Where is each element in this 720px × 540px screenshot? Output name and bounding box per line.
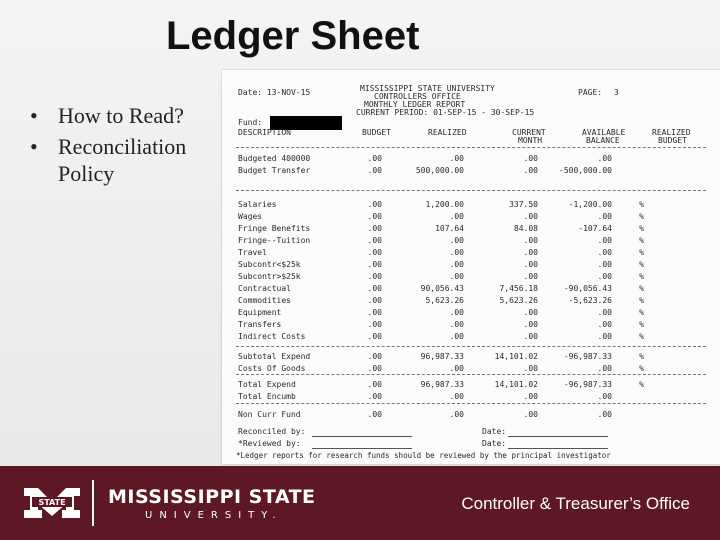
ledger-cell-desc: Commodities bbox=[238, 296, 291, 305]
ledger-cell-available: .00 bbox=[597, 260, 612, 269]
ledger-cell-budget: .00 bbox=[367, 284, 382, 293]
ledger-cell-desc: Subcontr<$25k bbox=[238, 260, 301, 269]
col-realized: REALIZED bbox=[428, 128, 467, 137]
ledger-cell-realized: .00 bbox=[449, 236, 464, 245]
logo-mark-text: STATE bbox=[38, 498, 66, 507]
ledger-cell-realized: .00 bbox=[449, 392, 464, 401]
col-current: CURRENT bbox=[512, 128, 546, 137]
ledger-fund-label: Fund: bbox=[238, 118, 263, 127]
ledger-cell-available: .00 bbox=[597, 154, 612, 163]
ledger-cell-desc: Equipment bbox=[238, 308, 282, 317]
ledger-cell-desc: Contractual bbox=[238, 284, 291, 293]
ledger-cell-pct: % bbox=[639, 352, 644, 361]
ledger-cell-current: .00 bbox=[523, 166, 538, 175]
ledger-cell-budget: .00 bbox=[367, 224, 382, 233]
ledger-cell-available: -5,623.26 bbox=[568, 296, 612, 305]
reviewed-by-line bbox=[312, 448, 412, 449]
reviewed-date-label: Date: bbox=[482, 439, 507, 448]
ledger-cell-desc: Fringe--Tuition bbox=[238, 236, 311, 245]
subtotal-rule bbox=[236, 346, 706, 347]
ledger-cell-current: 5,623.26 bbox=[499, 296, 538, 305]
ledger-cell-realized: 90,056.43 bbox=[420, 284, 464, 293]
ledger-cell-desc: Subtotal Expend bbox=[238, 352, 311, 361]
office-name: Controller & Treasurer’s Office bbox=[461, 494, 690, 513]
ledger-cell-current: 337.50 bbox=[509, 200, 538, 209]
header-rule bbox=[236, 147, 706, 148]
ledger-cell-available: .00 bbox=[597, 410, 612, 419]
ledger-cell-current: .00 bbox=[523, 364, 538, 373]
ledger-cell-current: .00 bbox=[523, 154, 538, 163]
ledger-cell-pct: % bbox=[639, 308, 644, 317]
ledger-cell-current: .00 bbox=[523, 410, 538, 419]
ledger-cell-desc: Total Encumb bbox=[238, 392, 296, 401]
reconciled-date-line bbox=[508, 436, 608, 437]
ledger-cell-desc: Travel bbox=[238, 248, 267, 257]
ledger-cell-current: 14,101.02 bbox=[494, 352, 538, 361]
ledger-cell-budget: .00 bbox=[367, 260, 382, 269]
ledger-cell-desc: Salaries bbox=[238, 200, 277, 209]
ledger-cell-budget: .00 bbox=[367, 248, 382, 257]
ledger-cell-budget: .00 bbox=[367, 410, 382, 419]
slide-title: Ledger Sheet bbox=[166, 14, 420, 58]
logo-divider bbox=[92, 480, 94, 526]
ledger-cell-available: .00 bbox=[597, 332, 612, 341]
ledger-cell-realized: .00 bbox=[449, 308, 464, 317]
ledger-cell-available: -500,000.00 bbox=[559, 166, 612, 175]
ledger-cell-desc: Fringe Benefits bbox=[238, 224, 311, 233]
ledger-cell-realized: 107.64 bbox=[435, 224, 464, 233]
ledger-cell-budget: .00 bbox=[367, 166, 382, 175]
ledger-cell-pct: % bbox=[639, 332, 644, 341]
ledger-cell-pct: % bbox=[639, 200, 644, 209]
ledger-cell-desc: Non Curr Fund bbox=[238, 410, 301, 419]
section-rule bbox=[236, 190, 706, 191]
ledger-cell-budget: .00 bbox=[367, 364, 382, 373]
ledger-report-name: MONTHLY LEDGER REPORT bbox=[364, 100, 466, 109]
ledger-cell-realized: .00 bbox=[449, 260, 464, 269]
ledger-cell-realized: 5,623.26 bbox=[425, 296, 464, 305]
ledger-cell-budget: .00 bbox=[367, 154, 382, 163]
bullet-mark: • bbox=[30, 134, 38, 159]
reviewed-by-label: *Reviewed by: bbox=[238, 439, 301, 448]
ledger-cell-current: .00 bbox=[523, 248, 538, 257]
reviewed-date-line bbox=[508, 448, 608, 449]
ledger-cell-current: .00 bbox=[523, 332, 538, 341]
ledger-cell-available: .00 bbox=[597, 272, 612, 281]
ledger-cell-available: .00 bbox=[597, 212, 612, 221]
ledger-cell-desc: Costs Of Goods bbox=[238, 364, 306, 373]
ledger-cell-desc: Subcontr>$25k bbox=[238, 272, 301, 281]
ledger-cell-desc: Total Expend bbox=[238, 380, 296, 389]
ledger-footnote: *Ledger reports for research funds should be reviewed by the principal investigator bbox=[236, 451, 611, 460]
ledger-cell-budget: .00 bbox=[367, 392, 382, 401]
ledger-cell-realized: .00 bbox=[449, 410, 464, 419]
ledger-cell-realized: 1,200.00 bbox=[425, 200, 464, 209]
ledger-university: MISSISSIPPI STATE UNIVERSITY bbox=[360, 84, 495, 93]
ledger-date: Date: 13-NOV-15 bbox=[238, 88, 311, 97]
ledger-cell-available: -107.64 bbox=[578, 224, 612, 233]
ledger-cell-available: .00 bbox=[597, 308, 612, 317]
reconciled-date-label: Date: bbox=[482, 427, 507, 436]
ledger-cell-available: .00 bbox=[597, 392, 612, 401]
ledger-cell-pct: % bbox=[639, 380, 644, 389]
ledger-cell-realized: .00 bbox=[449, 272, 464, 281]
ledger-cell-budget: .00 bbox=[367, 296, 382, 305]
ledger-cell-current: .00 bbox=[523, 212, 538, 221]
ledger-cell-current: .00 bbox=[523, 236, 538, 245]
bullet-list bbox=[30, 102, 220, 191]
bullet-item bbox=[30, 133, 220, 187]
bullet-mark: • bbox=[30, 103, 38, 128]
ledger-cell-realized: .00 bbox=[449, 332, 464, 341]
ledger-cell-available: -1,200.00 bbox=[568, 200, 612, 209]
ledger-cell-current: .00 bbox=[523, 308, 538, 317]
reconciled-by-line bbox=[312, 436, 412, 437]
noncurr-rule bbox=[236, 403, 706, 404]
ledger-cell-desc: Budgeted 400000 bbox=[238, 154, 311, 163]
ledger-cell-budget: .00 bbox=[367, 380, 382, 389]
col-budget: BUDGET bbox=[362, 128, 391, 137]
ledger-cell-current: .00 bbox=[523, 320, 538, 329]
ledger-cell-realized: .00 bbox=[449, 248, 464, 257]
footer-bar bbox=[0, 466, 720, 540]
ledger-report-image bbox=[222, 70, 720, 464]
ledger-cell-pct: % bbox=[639, 320, 644, 329]
ledger-cell-budget: .00 bbox=[367, 332, 382, 341]
col-available-sub: BALANCE bbox=[586, 136, 620, 145]
ledger-cell-desc: Wages bbox=[238, 212, 263, 221]
ledger-cell-budget: .00 bbox=[367, 200, 382, 209]
ledger-cell-budget: .00 bbox=[367, 308, 382, 317]
ledger-cell-available: .00 bbox=[597, 364, 612, 373]
ledger-cell-pct: % bbox=[639, 364, 644, 373]
bullet-item bbox=[30, 102, 220, 129]
col-description: DESCRIPTION bbox=[238, 128, 291, 137]
university-name: MISSISSIPPI STATE bbox=[108, 486, 316, 508]
ledger-cell-current: 7,456.18 bbox=[499, 284, 538, 293]
ledger-cell-current: .00 bbox=[523, 392, 538, 401]
total-rule bbox=[236, 374, 706, 375]
ledger-cell-available: -96,987.33 bbox=[563, 352, 612, 361]
ledger-cell-pct: % bbox=[639, 248, 644, 257]
ledger-cell-desc: Indirect Costs bbox=[238, 332, 306, 341]
ledger-cell-available: .00 bbox=[597, 248, 612, 257]
col-available: AVAILABLE bbox=[582, 128, 626, 137]
ledger-page-label: PAGE: bbox=[578, 88, 603, 97]
ledger-cell-current: .00 bbox=[523, 260, 538, 269]
msu-logo-icon bbox=[22, 482, 82, 524]
ledger-cell-pct: % bbox=[639, 260, 644, 269]
ledger-cell-desc: Budget Transfer bbox=[238, 166, 311, 175]
ledger-cell-available: -90,056.43 bbox=[563, 284, 612, 293]
col-realized-pct-sub: BUDGET bbox=[658, 136, 687, 145]
ledger-cell-budget: .00 bbox=[367, 236, 382, 245]
col-current-sub: MONTH bbox=[518, 136, 543, 145]
ledger-cell-realized: .00 bbox=[449, 212, 464, 221]
ledger-period: CURRENT PERIOD: 01-SEP-15 - 30-SEP-15 bbox=[356, 108, 535, 117]
ledger-cell-realized: .00 bbox=[449, 364, 464, 373]
ledger-cell-pct: % bbox=[639, 272, 644, 281]
ledger-cell-pct: % bbox=[639, 284, 644, 293]
ledger-cell-budget: .00 bbox=[367, 352, 382, 361]
ledger-cell-desc: Transfers bbox=[238, 320, 282, 329]
ledger-cell-budget: .00 bbox=[367, 272, 382, 281]
ledger-cell-budget: .00 bbox=[367, 212, 382, 221]
col-realized-pct: REALIZED bbox=[652, 128, 691, 137]
ledger-cell-current: .00 bbox=[523, 272, 538, 281]
ledger-cell-realized: 96,987.33 bbox=[420, 380, 464, 389]
ledger-cell-realized: 500,000.00 bbox=[415, 166, 464, 175]
university-subname: UNIVERSITY. bbox=[145, 510, 283, 521]
ledger-cell-pct: % bbox=[639, 236, 644, 245]
ledger-cell-pct: % bbox=[639, 224, 644, 233]
ledger-cell-available: -96,987.33 bbox=[563, 380, 612, 389]
ledger-page-number: 3 bbox=[614, 88, 619, 97]
ledger-cell-budget: .00 bbox=[367, 320, 382, 329]
bullet-text: How to Read? bbox=[58, 103, 184, 128]
ledger-cell-realized: 96,987.33 bbox=[420, 352, 464, 361]
ledger-office: CONTROLLERS OFFICE bbox=[374, 92, 461, 101]
ledger-cell-available: .00 bbox=[597, 236, 612, 245]
ledger-cell-pct: % bbox=[639, 212, 644, 221]
ledger-cell-available: .00 bbox=[597, 320, 612, 329]
ledger-cell-current: 84.08 bbox=[513, 224, 538, 233]
reconciled-by-label: Reconciled by: bbox=[238, 427, 306, 436]
ledger-cell-realized: .00 bbox=[449, 154, 464, 163]
bullet-text: Reconciliation Policy bbox=[58, 134, 187, 186]
ledger-cell-realized: .00 bbox=[449, 320, 464, 329]
ledger-cell-pct: % bbox=[639, 296, 644, 305]
ledger-cell-current: 14,101.02 bbox=[494, 380, 538, 389]
